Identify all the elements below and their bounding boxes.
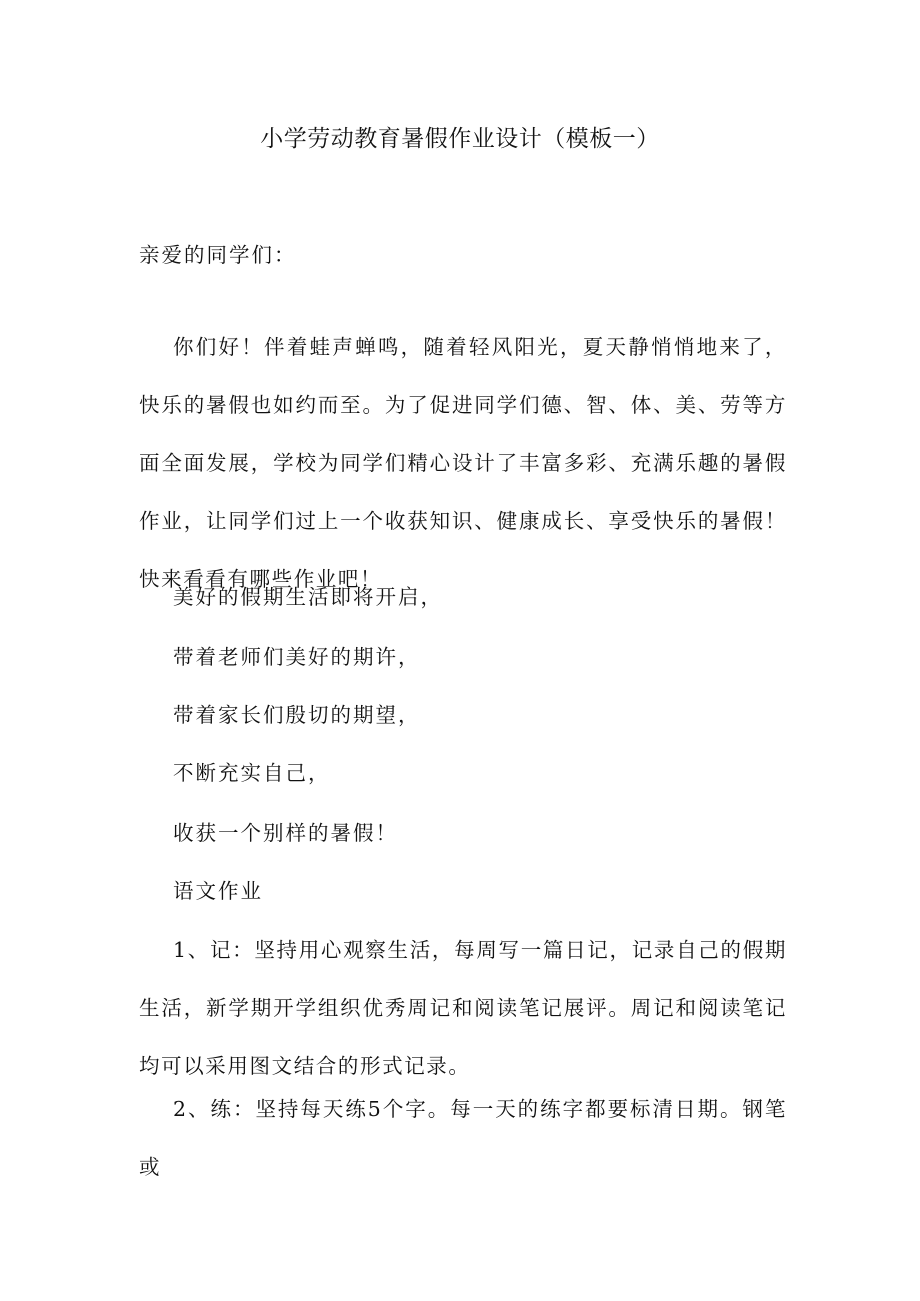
homework-item-2: 2、练：坚持每天练5个字。每一天的练字都要标清日期。钢笔或 (139, 1097, 787, 1179)
section-heading: 语文作业 (173, 879, 263, 903)
poem-line: 美好的假期生活即将开启， (173, 585, 443, 609)
greeting: 亲爱的同学们： (139, 243, 297, 267)
document-title: 小学劳动教育暑假作业设计（模板一） (260, 126, 660, 152)
poem-line: 带着老师们美好的期许， (173, 645, 421, 669)
poem-line: 收获一个别样的暑假！ (173, 821, 398, 845)
homework-item-1: 1、记：坚持用心观察生活，每周写一篇日记，记录自己的假期生活，新学期开学组织优秀周记和阅读笔记展评。周记和阅读笔记均可以采用图文结合的形式记录。 (139, 938, 787, 1078)
intro-paragraph: 你们好！伴着蛙声蝉鸣，随着轻风阳光，夏天静悄悄地来了，快乐的暑假也如约而至。为了促进同学们德、智、体、美、劳等方面全面发展，学校为同学们精心设计了丰富多彩、充满乐趣的暑假作业，让同学们过上一个收获知识、健康成长、享受快乐的暑假！快来看看有哪些作业吧！ (139, 335, 787, 591)
poem-line: 带着家长们殷切的期望， (173, 703, 421, 727)
poem-line: 不断充实自己， (173, 761, 331, 785)
